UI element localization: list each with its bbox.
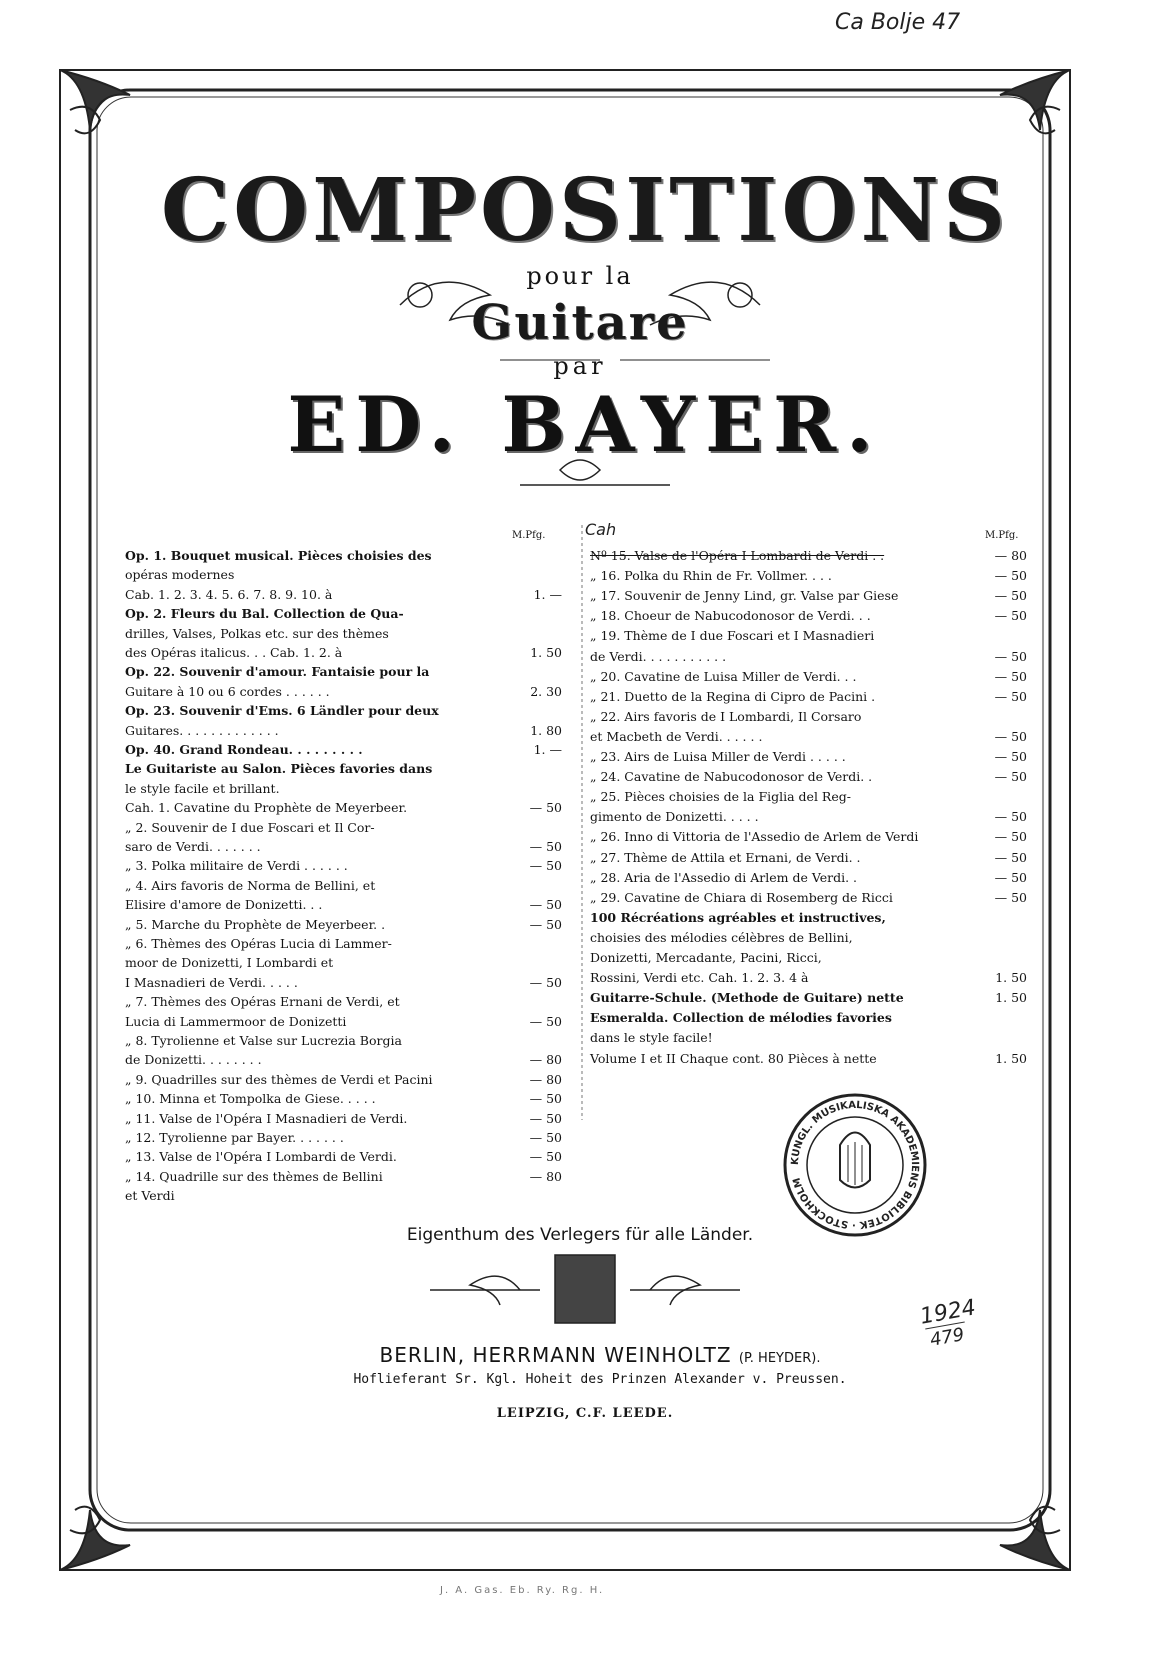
catalogue-entry: Rossini, Verdi etc. Cah. 1. 2. 3. 4 à	[590, 970, 809, 986]
leipzig-line: LEIPZIG, C.F. LEEDE.	[496, 1406, 674, 1421]
catalogue-entry: Cab. 1. 2. 3. 4. 5. 6. 7. 8. 9. 10. à	[125, 586, 333, 602]
entry-price: — 50	[994, 749, 1027, 764]
catalogue-entry: „ 27. Thème de Attila et Ernani, de Verdi. .	[590, 849, 861, 865]
catalogue-entry: Nº 15. Valse de l'Opéra I Lombardi de Verdi . .	[590, 548, 885, 563]
entry-price: — 50	[994, 648, 1027, 664]
catalogue-entry: „ 25. Pièces choisies de la Figlia del Reg-	[590, 789, 851, 805]
catalogue-entry: „ 8. Tyrolienne et Valse sur Lucrezia Borgia	[125, 1033, 402, 1048]
catalogue-entry: Cah. 1. Cavatine du Prophète de Meyerbeer.	[125, 800, 408, 816]
catalogue-entry: „ 13. Valse de l'Opéra I Lombardi de Verdi.	[125, 1149, 397, 1165]
catalogue-entry: Donizetti, Mercadante, Pacini, Ricci,	[590, 950, 822, 965]
catalogue-entry: Guitares. . . . . . . . . . . . .	[125, 722, 279, 738]
entry-price: — 80	[529, 1168, 562, 1184]
catalogue-entry: et Macbeth de Verdi. . . . . .	[590, 728, 763, 744]
entry-price: — 50	[529, 1091, 562, 1107]
catalogue-entry: Op. 23. Souvenir d'Ems. 6 Ländler pour deux	[125, 703, 439, 719]
entry-price: 2. 30	[530, 683, 562, 699]
catalogue-entry: „ 18. Choeur de Nabucodonosor de Verdi. . .	[590, 608, 871, 624]
entry-price: 1. 50	[995, 990, 1027, 1006]
entry-price: 1. 50	[530, 645, 562, 660]
corner-ornament-tr	[1000, 70, 1070, 133]
entry-price: 1. 80	[530, 722, 562, 738]
entry-price: — 50	[529, 1130, 562, 1145]
catalogue-entry: „ 23. Airs de Luisa Miller de Verdi . . . . .	[590, 749, 846, 764]
purveyor-line: Hoflieferant Sr. Kgl. Hoheit des Prinzen Alexander v. Preussen.	[353, 1372, 847, 1387]
catalogue-entry: „ 14. Quadrille sur des thèmes de Bellini	[125, 1168, 383, 1184]
catalogue-entry: „ 28. Aria de l'Assedio di Arlem de Verdi. .	[590, 869, 858, 885]
catalogue-entry: „ 22. Airs favoris de I Lombardi, Il Corsaro	[590, 708, 862, 724]
instrument-title: Guitare	[471, 295, 689, 351]
ownership-line: Eigenthum des Verlegers für alle Länder.	[406, 1225, 754, 1245]
catalogue-entry: I Masnadieri de Verdi. . . . .	[125, 974, 298, 990]
catalogue-entry: Esmeralda. Collection de mélodies favories	[590, 1010, 892, 1026]
entry-price: — 50	[529, 1149, 562, 1165]
svg-text:KUNGL. MUSIKALISKA AKADEMIENS: KUNGL. MUSIKALISKA AKADEMIENS BIBLIOTEK · STOCKHOLM	[789, 1099, 921, 1231]
entry-price: — 50	[529, 858, 562, 874]
catalogue-entry: „ 6. Thèmes des Opéras Lucia di Lammer-	[125, 936, 392, 951]
catalogue-entry: „ 11. Valse de l'Opéra I Masnadieri de Verdi.	[125, 1110, 408, 1126]
catalogue-entry: Guitarre-Schule. (Methode de Guitare) nette	[590, 990, 904, 1006]
catalogue-entry: „ 9. Quadrilles sur des thèmes de Verdi et Pacini	[125, 1071, 433, 1087]
entry-price: — 80	[994, 548, 1027, 563]
catalogue-entry: „ 29. Cavatine de Chiara di Rosemberg de Ricci	[590, 889, 893, 905]
catalogue-entry: Op. 1. Bouquet musical. Pièces choisies des	[125, 548, 432, 563]
corner-ornament-tl	[60, 70, 130, 133]
handwritten-number: 479	[928, 1324, 966, 1351]
entry-price: — 50	[529, 974, 562, 990]
catalogue-entry: „ 21. Duetto de la Regina di Cipro de Pacini .	[590, 688, 876, 704]
entry-price: — 50	[529, 897, 562, 913]
entry-price: — 50	[529, 1110, 562, 1126]
entry-price: — 50	[994, 889, 1027, 905]
entry-price: — 50	[994, 829, 1027, 845]
catalogue-entry: „ 10. Minna et Tompolka de Giese. . . . .	[125, 1091, 376, 1107]
entry-price: — 50	[529, 800, 562, 816]
entry-price: 1. —	[533, 742, 562, 757]
publisher-suffix: (P. HEYDER).	[738, 1351, 821, 1366]
catalogue-entry: moor de Donizetti, I Lombardi et	[125, 955, 334, 971]
catalogue-entry: „ 20. Cavatine de Luisa Miller de Verdi. . .	[590, 668, 857, 684]
catalogue-entry: Lucia di Lammermoor de Donizetti	[125, 1013, 347, 1029]
bottom-imprint: J. A. Gas. Eb. Ry. Rg. H.	[440, 1585, 605, 1596]
entry-price: — 50	[994, 568, 1027, 584]
entry-price: — 50	[994, 688, 1027, 704]
entry-price: — 80	[529, 1052, 562, 1068]
entry-price: 1. 50	[995, 1050, 1027, 1066]
catalogue-entry: Volume I et II Chaque cont. 80 Pièces à nette	[590, 1050, 877, 1066]
catalogue-entry: de Donizetti. . . . . . . .	[125, 1052, 262, 1068]
catalogue-entry: Op. 22. Souvenir d'amour. Fantaisie pour la	[125, 664, 430, 680]
entry-price: — 50	[994, 769, 1027, 785]
entry-price: — 50	[994, 668, 1027, 684]
composer-name: ED. BAYER.	[287, 380, 883, 469]
catalogue-entry: „ 19. Thème de I due Foscari et I Masnadieri	[590, 628, 875, 644]
catalogue-entry: Op. 40. Grand Rondeau. . . . . . . . .	[125, 742, 363, 757]
catalogue-entry: 100 Récréations agréables et instructives,	[590, 909, 886, 925]
corner-ornament-br	[1000, 1507, 1070, 1570]
catalogue-entry: saro de Verdi. . . . . . .	[125, 839, 261, 854]
catalogue-entry: „ 3. Polka militaire de Verdi . . . . . .	[125, 858, 348, 874]
catalogue-entry: dans le style facile!	[590, 1030, 713, 1046]
catalogue-entry: opéras modernes	[125, 567, 235, 583]
entry-price: — 50	[529, 1013, 562, 1029]
entry-price: — 50	[994, 869, 1027, 885]
catalogue-entry: des Opéras italicus. . . Cab. 1. 2. à	[125, 645, 343, 660]
par-label: par	[553, 352, 607, 380]
publisher-crest	[430, 1255, 740, 1323]
library-stamp	[780, 1090, 930, 1240]
catalogue-entry: „ 4. Airs favoris de Norma de Bellini, et	[125, 877, 376, 893]
publisher-line	[320, 1343, 880, 1367]
catalogue-entry: Op. 2. Fleurs du Bal. Collection de Qua-	[125, 606, 404, 622]
catalogue-entry: „ 2. Souvenir de I due Foscari et Il Cor-	[125, 819, 375, 835]
publisher-name: BERLIN, HERRMANN WEINHOLTZ	[379, 1343, 732, 1367]
entry-price: — 50	[994, 809, 1027, 825]
handwritten-cah: Cah	[585, 520, 617, 539]
catalogue-entry: „ 7. Thèmes des Opéras Ernani de Verdi, et	[125, 994, 400, 1010]
catalogue-entry: „ 17. Souvenir de Jenny Lind, gr. Valse par Giese	[590, 588, 899, 604]
catalogue-entry: de Verdi. . . . . . . . . . .	[590, 648, 727, 664]
catalogue-entry: „ 16. Polka du Rhin de Fr. Vollmer. . . .	[590, 568, 832, 584]
entry-price: — 50	[994, 728, 1027, 744]
entry-price: — 50	[994, 608, 1027, 624]
catalogue-entry: „ 12. Tyrolienne par Bayer. . . . . . .	[125, 1130, 344, 1145]
subtitle-pour-la: pour la	[526, 262, 634, 290]
entry-price: — 50	[529, 839, 562, 854]
catalogue-entry: gimento de Donizetti. . . . .	[590, 809, 759, 825]
entry-price: — 50	[994, 588, 1027, 604]
entry-price: — 50	[529, 916, 562, 932]
entry-price: — 50	[994, 849, 1027, 865]
price-header-left: M.Pfg.	[512, 530, 546, 541]
entry-price: — 80	[529, 1071, 562, 1087]
catalogue-entry: drilles, Valses, Polkas etc. sur des thèmes	[125, 625, 389, 641]
archive-signature: Ca Bolje 47	[835, 10, 961, 35]
price-header-right: M.Pfg.	[985, 530, 1019, 541]
catalogue-entry: Guitare à 10 ou 6 cordes . . . . . .	[125, 683, 330, 699]
catalogue-entry: et Verdi	[125, 1188, 175, 1204]
handwritten-year: 1924	[918, 1295, 978, 1330]
catalogue-entry: le style facile et brillant.	[125, 780, 280, 796]
page-title: COMPOSITIONS	[160, 160, 1010, 261]
catalogue-entry: Le Guitariste au Salon. Pièces favories dans	[125, 761, 433, 777]
catalogue-entry: „ 26. Inno di Vittoria de l'Assedio de Arlem de Verdi	[590, 829, 919, 845]
catalogue-entry: Elisire d'amore de Donizetti. . .	[125, 897, 323, 913]
corner-ornament-bl	[60, 1507, 130, 1570]
entry-price: 1. —	[533, 586, 562, 602]
catalogue-entry: „ 24. Cavatine de Nabucodonosor de Verdi. .	[590, 769, 873, 785]
catalogue-entry: choisies des mélodies célèbres de Bellini,	[590, 929, 853, 945]
catalogue-entry: „ 5. Marche du Prophète de Meyerbeer. .	[125, 916, 386, 932]
entry-price: 1. 50	[995, 970, 1027, 986]
